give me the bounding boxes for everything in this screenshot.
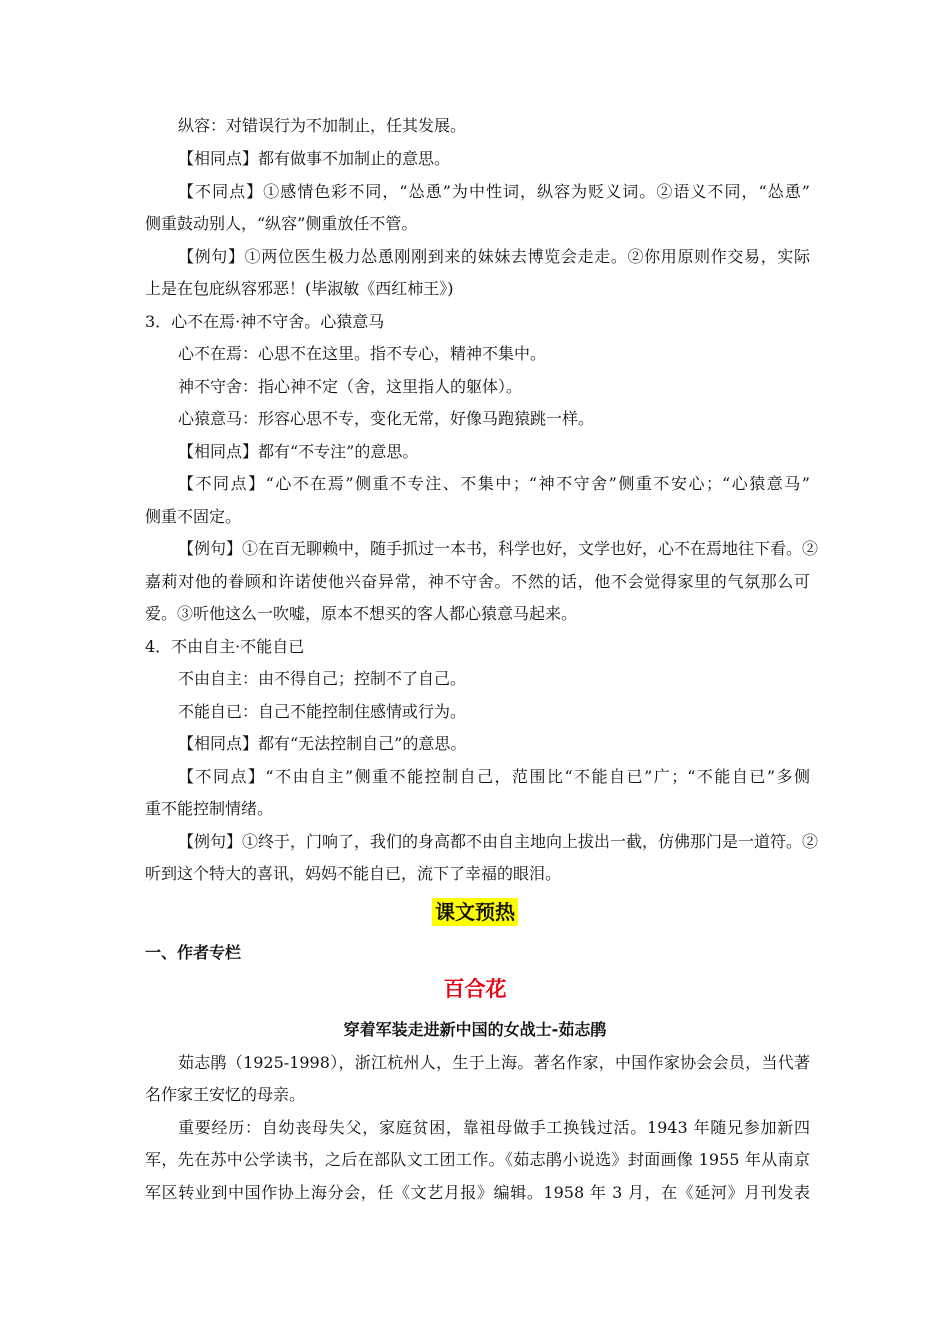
text-line: 不由自主：由不得自己；控制不了自己。 — [178, 669, 467, 688]
bio-line: 军，先在苏中公学读书，之后在部队文工团工作。《茹志鹃小说选》封面画像 1955 年从南京 — [145, 1150, 810, 1169]
text-line: 【相同点】都有做事不加制止的意思。 — [178, 149, 451, 168]
text-line: 不能自已：自己不能控制住感情或行为。 — [178, 702, 467, 721]
text-line: 重不能控制情绪。 — [145, 799, 274, 818]
list-heading: 4．不由自主·不能自已 — [145, 637, 305, 656]
text-line: 【例句】①在百无聊赖中，随手抓过一本书，科学也好，文学也好，心不在焉地往下看。② — [178, 539, 819, 558]
text-line: 嘉莉对他的眷顾和许诺使他兴奋异常，神不守舍。不然的话，他不会觉得家里的气氛那么可 — [145, 572, 810, 591]
section-title — [0, 898, 950, 926]
article-title: 百合花 — [443, 977, 507, 1001]
bio-line: 茹志鹃（1925-1998），浙江杭州人，生于上海。著名作家，中国作家协会会员，当代著 — [178, 1053, 810, 1072]
text-line: 心不在焉：心思不在这里。指不专心，精神不集中。 — [178, 344, 547, 363]
text-line: 侧重鼓动别人，“纵容”侧重放任不管。 — [145, 214, 418, 233]
article-subtitle: 穿着军装走进新中国的女战士-茹志鹃 — [343, 1020, 607, 1039]
bio-line: 军区转业到中国作协上海分会，任《文艺月报》编辑。1958 年 3 月，在《延河》月刊发表 — [145, 1183, 810, 1202]
text-line: 纵容：对错误行为不加制止，任其发展。 — [178, 116, 467, 135]
bio-line: 名作家王安忆的母亲。 — [145, 1085, 306, 1104]
text-line: 【例句】①终于，门响了，我们的身高都不由自主地向上拔出一截，仿佛那门是一道符。② — [178, 832, 819, 851]
list-heading: 3．心不在焉·神不守舍。心猿意马 — [145, 312, 385, 331]
text-line: 爱。③听他这么一吹嘘，原本不想买的客人都心猿意马起来。 — [145, 604, 578, 623]
text-line: 侧重不固定。 — [145, 507, 242, 526]
text-line: 【不同点】“心不在焉”侧重不专注、不集中；“神不守舍”侧重不安心；“心猿意马” — [178, 474, 810, 493]
text-line: 【不同点】①感情色彩不同，“怂恿”为中性词，纵容为贬义词。②语义不同，“怂恿” — [178, 182, 810, 201]
text-line: 【相同点】都有“不专注”的意思。 — [178, 442, 419, 461]
text-line: 【不同点】“不由自主”侧重不能控制自己，范围比“不能自已”广；“不能自已”多侧 — [178, 767, 810, 786]
text-line: 心猿意马：形容心思不专，变化无常，好像马跑猿跳一样。 — [178, 409, 595, 428]
text-line: 【相同点】都有“无法控制自己”的意思。 — [178, 734, 467, 753]
bio-line: 重要经历：自幼丧母失父，家庭贫困，靠祖母做手工换钱过活。1943 年随兄参加新四 — [178, 1118, 810, 1137]
section-title-highlight: 课文预热 — [432, 898, 518, 926]
text-line: 【例句】①两位医生极力怂恿刚刚到来的妹妹去博览会走走。②你用原则作交易，实际 — [178, 247, 810, 266]
text-line: 听到这个特大的喜讯，妈妈不能自已，流下了幸福的眼泪。 — [145, 864, 562, 883]
text-line: 上是在包庇纵容邪恶！(毕淑敏《西红柿王》) — [145, 279, 454, 298]
text-line: 神不守舍：指心神不定（舍，这里指人的躯体）。 — [178, 377, 523, 396]
author-column-heading: 一、作者专栏 — [145, 943, 242, 962]
